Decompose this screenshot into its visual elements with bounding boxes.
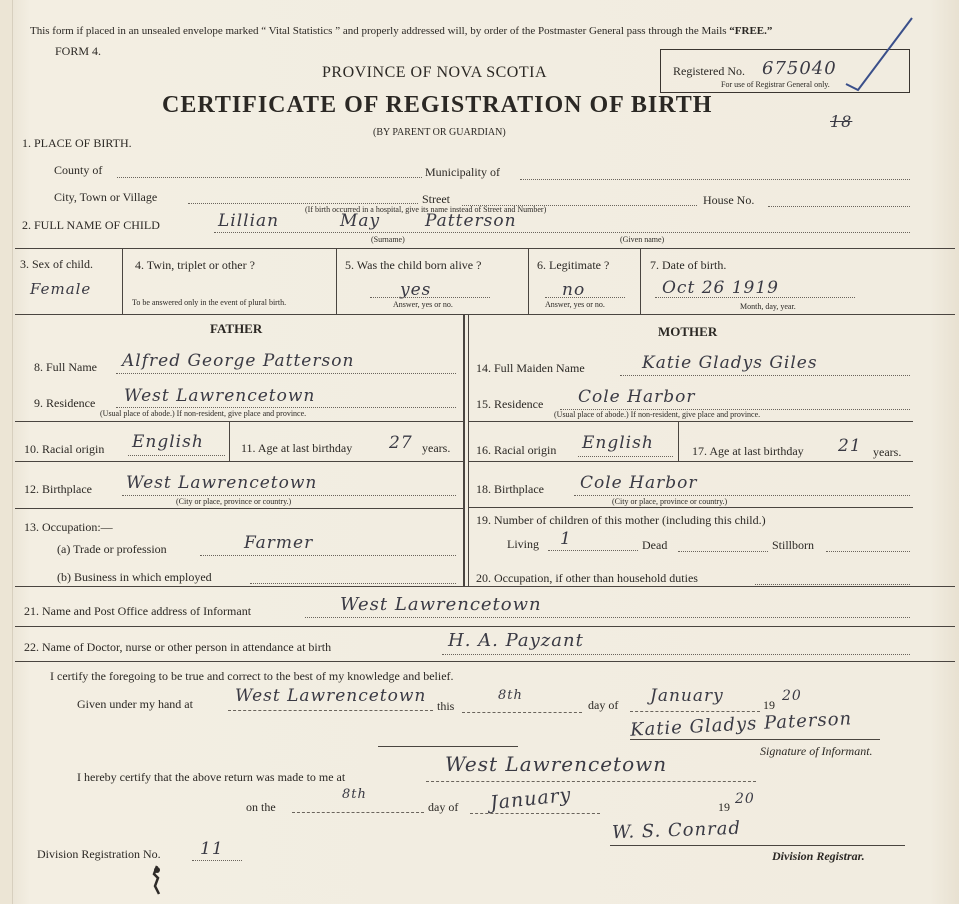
father-trade-value: Farmer — [244, 533, 314, 553]
cell-divider-1 — [122, 248, 123, 314]
signature-caption: Signature of Informant. — [760, 744, 873, 758]
father-occupation-label: 13. Occupation:— — [24, 520, 113, 534]
registrar-year-suffix: 20 — [735, 791, 755, 807]
mother-years: years. — [873, 445, 902, 459]
municipality-line — [520, 179, 910, 180]
row-divider-bottom — [15, 314, 955, 315]
twin-note: To be answered only in the event of plural birth. — [132, 298, 287, 307]
father-age-label: 11. Age at last birthday — [241, 441, 353, 455]
certificate-subtitle: (BY PARENT OR GUARDIAN) — [373, 127, 506, 138]
registrar-day-of-label: day of — [428, 800, 459, 814]
dob-value: Oct 26 1919 — [662, 278, 779, 298]
municipality-label: Municipality of — [425, 165, 500, 179]
father-abode-note: (Usual place of abode.) If non-resident, give place and province. — [100, 409, 307, 418]
father-name-value: Alfred George Patterson — [122, 351, 355, 371]
registrar-month-line — [470, 813, 600, 814]
mother-divider-1 — [468, 421, 913, 422]
row-divider-top — [15, 248, 955, 249]
mother-racial-value: English — [582, 433, 654, 453]
father-birthplace-line — [122, 495, 456, 496]
mother-racial-label: 16. Racial origin — [476, 443, 557, 457]
living-value: 1 — [560, 529, 572, 549]
cell-divider-4 — [640, 248, 641, 314]
corner-mark: 18 — [830, 112, 853, 131]
parent-column-divider — [463, 314, 465, 586]
registrar-month-value: January — [489, 783, 573, 815]
registrar-signature: W. S. Conrad — [611, 817, 742, 844]
mother-age-value: 21 — [838, 436, 862, 456]
mother-age-label: 17. Age at last birthday — [692, 444, 804, 458]
registrar-place-line — [426, 781, 756, 782]
street-label: Street — [422, 192, 450, 206]
doctor-label: 22. Name of Doctor, nurse or other person in attendance at birth — [24, 640, 332, 654]
child-surname: Patterson — [425, 211, 517, 231]
hospital-note: (If birth occurred in a hospital, give its name instead of Street and Number) — [305, 205, 547, 214]
legitimate-note: Answer, yes or no. — [545, 300, 605, 309]
free-mark: “FREE.” — [729, 25, 773, 37]
registrar-place-value: West Lawrencetown — [445, 752, 668, 776]
division-reg-line — [192, 860, 242, 861]
child-name-label: 2. FULL NAME OF CHILD — [22, 218, 160, 232]
form-number: FORM 4. — [55, 44, 102, 58]
certificate-title: CERTIFICATE OF REGISTRATION OF BIRTH — [162, 92, 713, 118]
father-business-label: (b) Business in which employed — [57, 570, 212, 584]
given-under-label: Given under my hand at — [77, 697, 193, 711]
living-line — [548, 550, 638, 551]
dob-label: 7. Date of birth. — [650, 258, 727, 272]
short-rule — [378, 746, 518, 747]
house-line — [768, 206, 910, 207]
postal-note — [30, 25, 772, 37]
father-racial-line — [128, 455, 225, 456]
mother-racial-line — [578, 456, 673, 457]
mother-residence-value: Cole Harbor — [578, 387, 696, 407]
father-racial-value: English — [132, 432, 204, 452]
informant-signature: Katie Gladys Paterson — [629, 708, 853, 741]
father-trade-label: (a) Trade or profession — [57, 542, 167, 556]
mother-birthplace-line — [574, 495, 910, 496]
given-day-line — [462, 712, 582, 713]
living-label: Living — [507, 537, 539, 551]
legitimate-line — [545, 297, 625, 298]
margin-print — [1, 100, 11, 700]
this-label: this — [437, 699, 455, 713]
registrar-day-value: 8th — [342, 787, 367, 802]
parent-column-divider-inner — [468, 314, 469, 586]
given-place-line — [228, 710, 433, 711]
city-label: City, Town or Village — [54, 190, 158, 204]
city-line — [188, 203, 418, 204]
doctor-value: H. A. Payzant — [448, 630, 584, 651]
division-registrar-caption: Division Registrar. — [772, 849, 865, 863]
registrar-day-line — [292, 812, 424, 813]
legitimate-value: no — [562, 280, 586, 300]
child-name-line — [214, 232, 910, 233]
alive-label: 5. Was the child born alive ? — [345, 258, 482, 272]
sex-label: 3. Sex of child. — [20, 257, 93, 271]
informant-label: 21. Name and Post Office address of Informant — [24, 604, 252, 618]
dob-line — [655, 297, 855, 298]
father-trade-line — [200, 555, 456, 556]
certify-text: I certify the foregoing to be true and correct to the best of my knowledge and belief. — [50, 669, 454, 683]
postal-note-text: This form if placed in an unsealed envelope marked “ Vital Statistics ” and properly addressed will, by order of the Postmaster General pass through the Mails — [30, 25, 727, 37]
informant-divider-mid — [15, 626, 955, 627]
mother-divider-3 — [468, 507, 913, 508]
cell-divider-2 — [336, 248, 337, 314]
mother-birthplace-value: Cole Harbor — [580, 473, 698, 493]
registered-label: Registered No. — [673, 64, 745, 78]
child-middle-name: May — [340, 211, 381, 231]
given-name-caption: (Given name) — [620, 235, 665, 244]
mother-occupation-label: 20. Occupation, if other than household duties — [476, 571, 698, 585]
day-of-label: day of — [588, 698, 619, 712]
father-residence-value: West Lawrencetown — [124, 386, 316, 406]
surname-caption: (Surname) — [371, 235, 405, 244]
mother-city-note: (City or place, province or country.) — [612, 497, 728, 506]
mother-age-divider — [678, 421, 679, 461]
father-divider-3 — [15, 508, 463, 509]
father-birthplace-value: West Lawrencetown — [126, 473, 318, 493]
on-the-label: on the — [246, 800, 276, 814]
father-name-line — [116, 373, 456, 374]
province-heading: PROVINCE OF NOVA SCOTIA — [322, 64, 548, 81]
left-binding-edge — [0, 0, 13, 904]
mother-name-line — [620, 375, 910, 376]
dead-label: Dead — [642, 538, 668, 552]
mother-name-value: Katie Gladys Giles — [642, 353, 818, 373]
dead-line — [678, 551, 768, 552]
division-reg-value: 11 — [200, 839, 224, 859]
registrar-year-prefix: 19 — [718, 800, 730, 814]
mother-occupation-line — [755, 584, 910, 585]
given-day-value: 8th — [498, 688, 523, 703]
county-label: County of — [54, 163, 103, 177]
alive-value: yes — [400, 280, 432, 300]
father-divider-1 — [15, 421, 463, 422]
checkmark-stroke — [840, 14, 920, 94]
informant-divider-bottom — [15, 661, 955, 662]
mother-heading: MOTHER — [658, 324, 718, 339]
mother-divider-2 — [468, 461, 913, 462]
given-year-suffix: 20 — [782, 688, 802, 704]
father-age-divider — [229, 421, 230, 461]
stillborn-line — [826, 551, 910, 552]
division-reg-label: Division Registration No. — [37, 847, 161, 861]
given-month-line — [630, 711, 760, 712]
father-racial-label: 10. Racial origin — [24, 442, 105, 456]
registrar-use-note: For use of Registrar General only. — [721, 80, 830, 89]
father-name-label: 8. Full Name — [34, 360, 97, 374]
father-years: years. — [422, 441, 451, 455]
father-birthplace-label: 12. Birthplace — [24, 482, 92, 496]
legitimate-label: 6. Legitimate ? — [537, 258, 610, 272]
given-place-value: West Lawrencetown — [235, 686, 427, 706]
father-business-line — [250, 583, 456, 584]
mother-birthplace-label: 18. Birthplace — [476, 482, 544, 496]
place-of-birth-label: 1. PLACE OF BIRTH. — [22, 136, 132, 150]
registered-number: 675040 — [762, 58, 837, 79]
father-heading: FATHER — [210, 321, 263, 336]
county-line — [117, 177, 422, 178]
informant-signature-line — [630, 739, 880, 740]
father-residence-line — [116, 407, 456, 408]
dob-note: Month, day, year. — [740, 302, 796, 311]
house-label: House No. — [703, 193, 755, 207]
informant-value: West Lawrencetown — [340, 594, 542, 615]
cell-divider-3 — [528, 248, 529, 314]
mother-residence-label: 15. Residence — [476, 397, 544, 411]
alive-line — [370, 297, 490, 298]
doctor-line — [442, 654, 910, 655]
stillborn-label: Stillborn — [772, 538, 815, 552]
twin-label: 4. Twin, triplet or other ? — [135, 258, 255, 272]
given-year-prefix: 19 — [763, 698, 775, 712]
alive-note: Answer, yes or no. — [393, 300, 453, 309]
sex-value: Female — [30, 280, 92, 298]
mother-name-label: 14. Full Maiden Name — [476, 361, 585, 375]
informant-divider-top — [15, 586, 955, 587]
mother-children-label: 19. Number of children of this mother (including this child.) — [476, 513, 766, 527]
ink-blot — [146, 864, 168, 898]
informant-line — [305, 617, 910, 618]
child-given-name: Lillian — [218, 211, 280, 231]
registrar-statement: I hereby certify that the above return was made to me at — [77, 770, 346, 784]
father-residence-label: 9. Residence — [34, 396, 96, 410]
registrar-signature-line — [610, 845, 905, 846]
father-divider-2 — [15, 461, 463, 462]
mother-abode-note: (Usual place of abode.) If non-resident, give place and province. — [554, 410, 761, 419]
given-month-value: January — [650, 686, 724, 706]
father-city-note: (City or place, province or country.) — [176, 497, 292, 506]
father-age-value: 27 — [389, 433, 413, 453]
